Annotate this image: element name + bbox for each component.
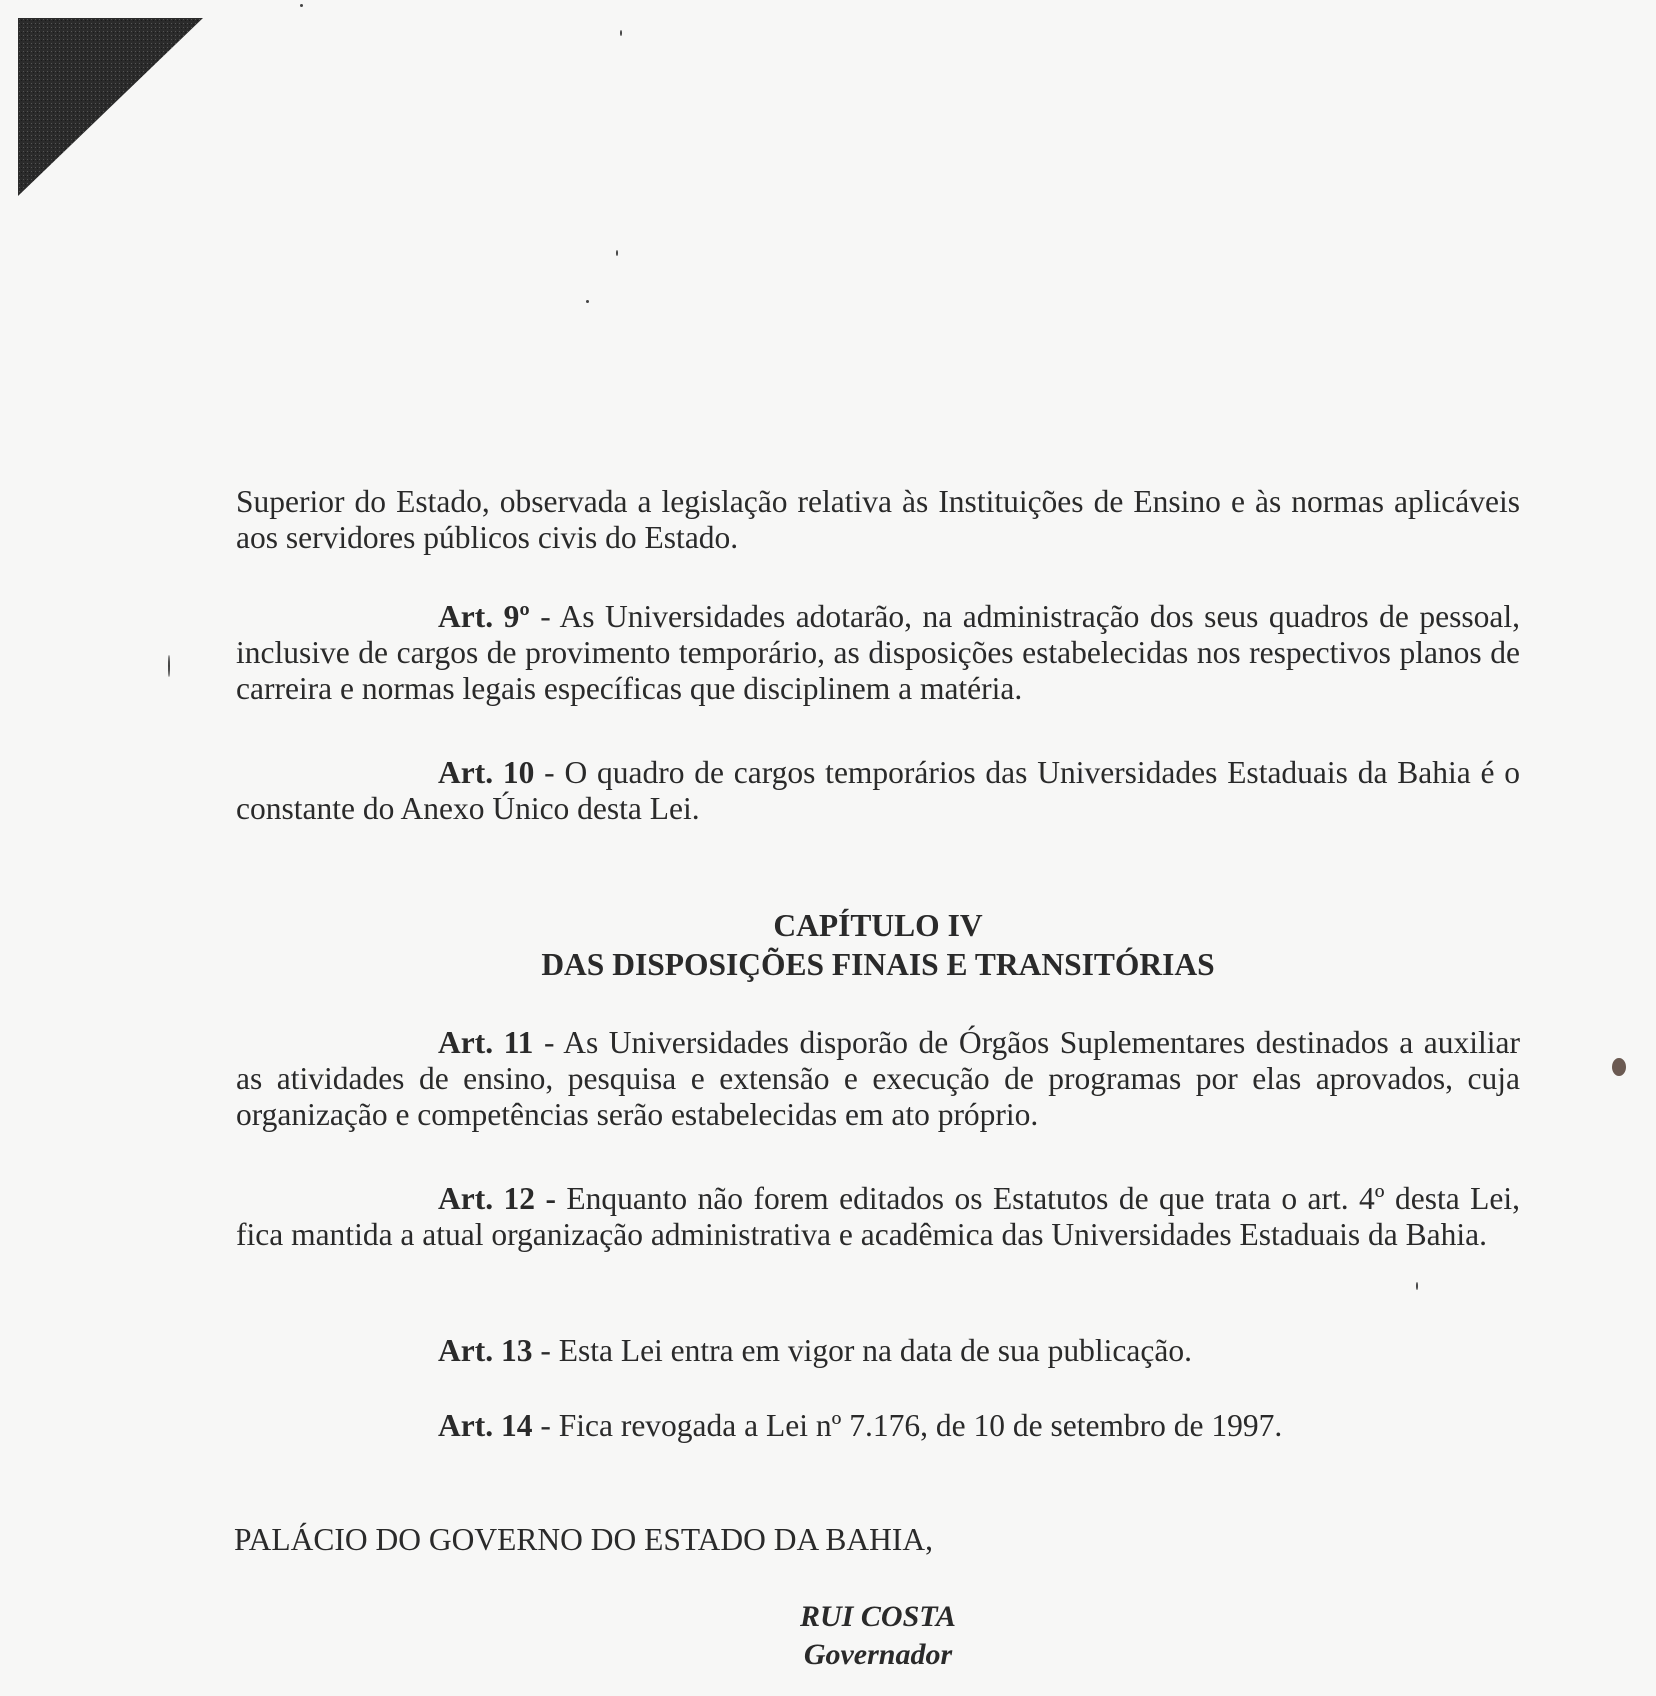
article-10 <box>236 755 1520 827</box>
article-14 <box>438 1408 1282 1444</box>
article-label: Art. 14 <box>438 1408 533 1443</box>
scan-speck <box>586 300 589 303</box>
scan-corner-artifact <box>18 18 203 196</box>
article-text: Enquanto não forem editados os Estatutos de que trata o art. 4º desta Lei, fica mantida a atual organização administrativa e acadêmica das Universidades Estaduais da Bahia. <box>236 1181 1520 1252</box>
article-11 <box>236 1025 1520 1133</box>
article-label: Art. 12 - <box>438 1181 556 1216</box>
scan-speck <box>300 4 303 7</box>
chapter-title: DAS DISPOSIÇÕES FINAIS E TRANSITÓRIAS <box>541 947 1215 982</box>
article-label: Art. 9º <box>438 599 530 634</box>
article-13 <box>438 1333 1192 1369</box>
article-label: Art. 10 <box>438 755 535 790</box>
article-12 <box>236 1181 1520 1253</box>
scan-speck <box>616 250 618 256</box>
scan-speck <box>168 655 170 677</box>
article-9 <box>236 599 1520 707</box>
scan-speck <box>1612 1058 1626 1076</box>
signatory-role: Governador <box>803 1638 953 1671</box>
article-text: - Esta Lei entra em vigor na data de sua publicação. <box>532 1333 1192 1368</box>
article-text: - As Universidades adotarão, na administração dos seus quadros de pessoal, inclusive de cargos de provimento temporário, as disposições estabelecidas nos respectivos planos de carreira e normas legais específicas que disciplinem a matéria. <box>236 599 1520 706</box>
scan-speck <box>1416 1282 1418 1290</box>
closing-line: PALÁCIO DO GOVERNO DO ESTADO DA BAHIA, <box>234 1522 933 1557</box>
article-text: - As Universidades disporão de Órgãos Suplementares destinados a auxiliar as atividades de ensino, pesquisa e extensão e execução de programas por elas aprovados, cuja organização e competências serão estabelecidas em ato próprio. <box>236 1025 1521 1132</box>
article-label: Art. 13 <box>438 1333 533 1368</box>
article-text: - O quadro de cargos temporários das Universidades Estaduais da Bahia é o constante do Anexo Único desta Lei. <box>236 755 1520 826</box>
continuation-paragraph: Superior do Estado, observada a legislação relativa às Instituições de Ensino e às normas aplicáveis aos servidores públicos civis do Estado. <box>236 484 1520 555</box>
chapter-number: CAPÍTULO IV <box>773 908 983 943</box>
signatory-name: RUI COSTA <box>800 1600 956 1633</box>
article-label: Art. 11 <box>438 1025 534 1060</box>
scan-speck <box>620 30 622 36</box>
article-text: - Fica revogada a Lei nº 7.176, de 10 de setembro de 1997. <box>532 1408 1283 1443</box>
